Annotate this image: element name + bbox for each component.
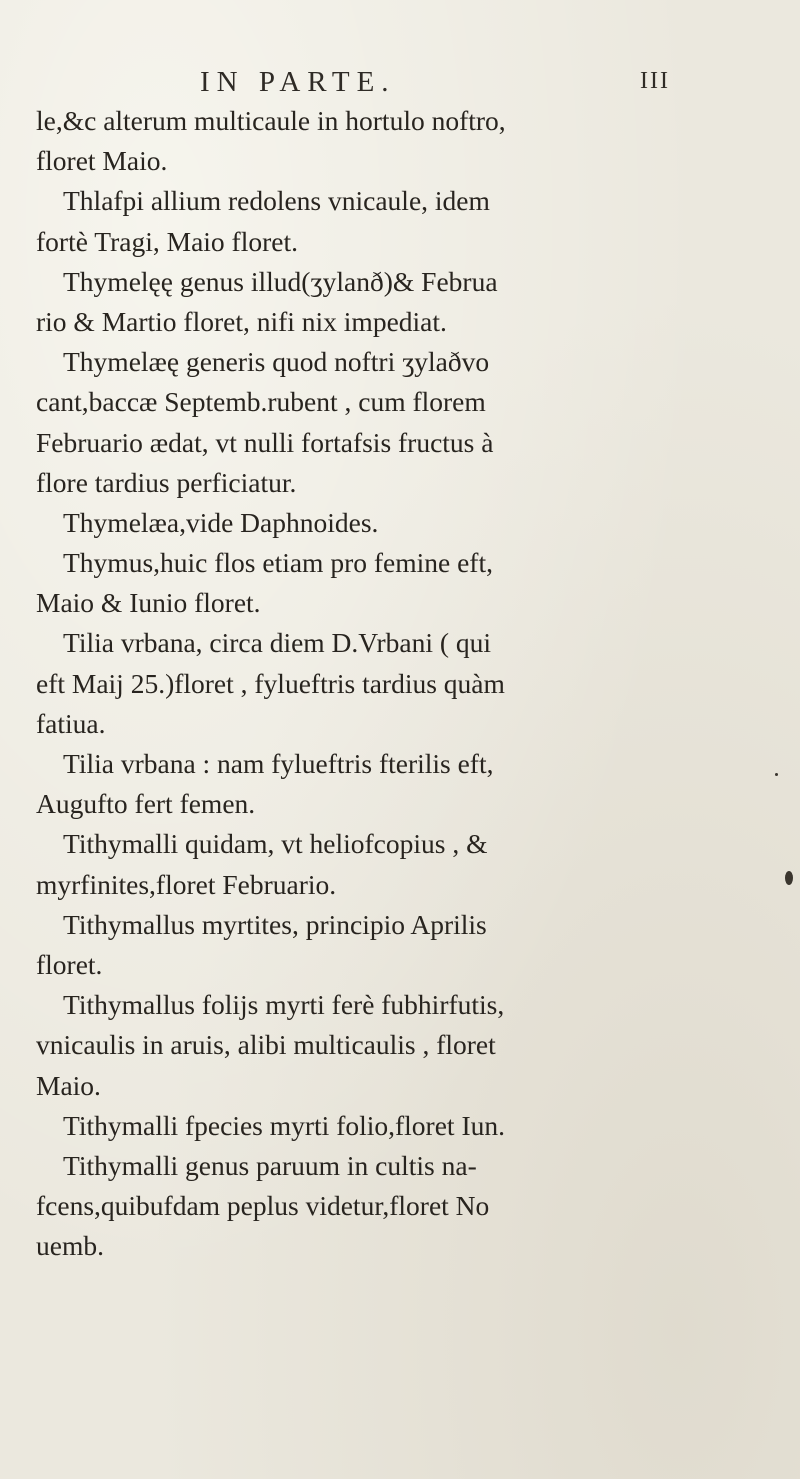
text-line: Tilia vrbana : nam fylueftris fterilis eft,	[63, 748, 494, 779]
text-line: Februario ædat, vt nulli fortafsis fructus à	[36, 426, 494, 458]
text-line: Tithymallus folijs myrti ferè fubhirfutis,	[63, 989, 505, 1021]
text-line: fcens,quibufdam peplus videtur,floret No	[36, 1190, 490, 1222]
text-line: Tithymalli quidam, vt heliofcopius , &	[63, 828, 488, 860]
text-line: cant,baccæ Septemb.rubent , cum florem	[36, 386, 486, 418]
body-text	[36, 101, 796, 1266]
text-line: flore tardius perficiatur.	[36, 466, 297, 498]
text-line: rio & Martio floret, nifi nix impediat.	[36, 305, 447, 337]
text-line: Tithymalli fpecies myrti folio,floret Iun.	[63, 1109, 505, 1141]
text-line: uemb.	[36, 1230, 104, 1262]
text-line: Maio.	[36, 1069, 101, 1101]
ink-speck	[775, 773, 778, 776]
text-line: Maio & Iunio floret.	[36, 587, 261, 619]
text-line: fortè Tragi, Maio floret.	[36, 225, 298, 257]
text-line: fatiua.	[36, 707, 106, 739]
text-line: Tilia vrbana, circa diem D.Vrbani ( qui	[63, 627, 492, 659]
text-line: myrfinites,floret Februario.	[36, 868, 337, 900]
text-line: Thymus,huic flos etiam pro femine eft,	[63, 547, 493, 579]
page-header	[0, 66, 800, 106]
text-line: Tithymalli genus paruum in cultis na-	[63, 1149, 477, 1181]
text-line: Tithymallus myrtites, principio Aprilis	[63, 908, 487, 940]
text-line: vnicaulis in aruis, alibi multicaulis , floret	[36, 1029, 496, 1061]
text-line: floret Maio.	[36, 145, 168, 177]
text-line: floret.	[36, 948, 103, 980]
text-line: Thymelæę generis quod noftri ʒylaðvo	[63, 346, 490, 378]
text-line: Thymelęę genus illud(ʒylanð)& Februa	[63, 265, 498, 297]
text-line: Augufto fert femen.	[36, 788, 256, 820]
text-line: Thlafpi allium redolens vnicaule, idem	[63, 185, 490, 217]
text-line: eft Maij 25.)floret , fylueftris tardius quàm	[36, 667, 505, 699]
running-head: IN PARTE.	[200, 66, 396, 98]
text-line: Thymelæa,vide Daphnoides.	[63, 506, 379, 538]
text-line: le,&c alterum multicaule in hortulo noftro,	[36, 105, 506, 136]
page-number: III	[640, 68, 670, 94]
ink-speck	[785, 871, 793, 885]
